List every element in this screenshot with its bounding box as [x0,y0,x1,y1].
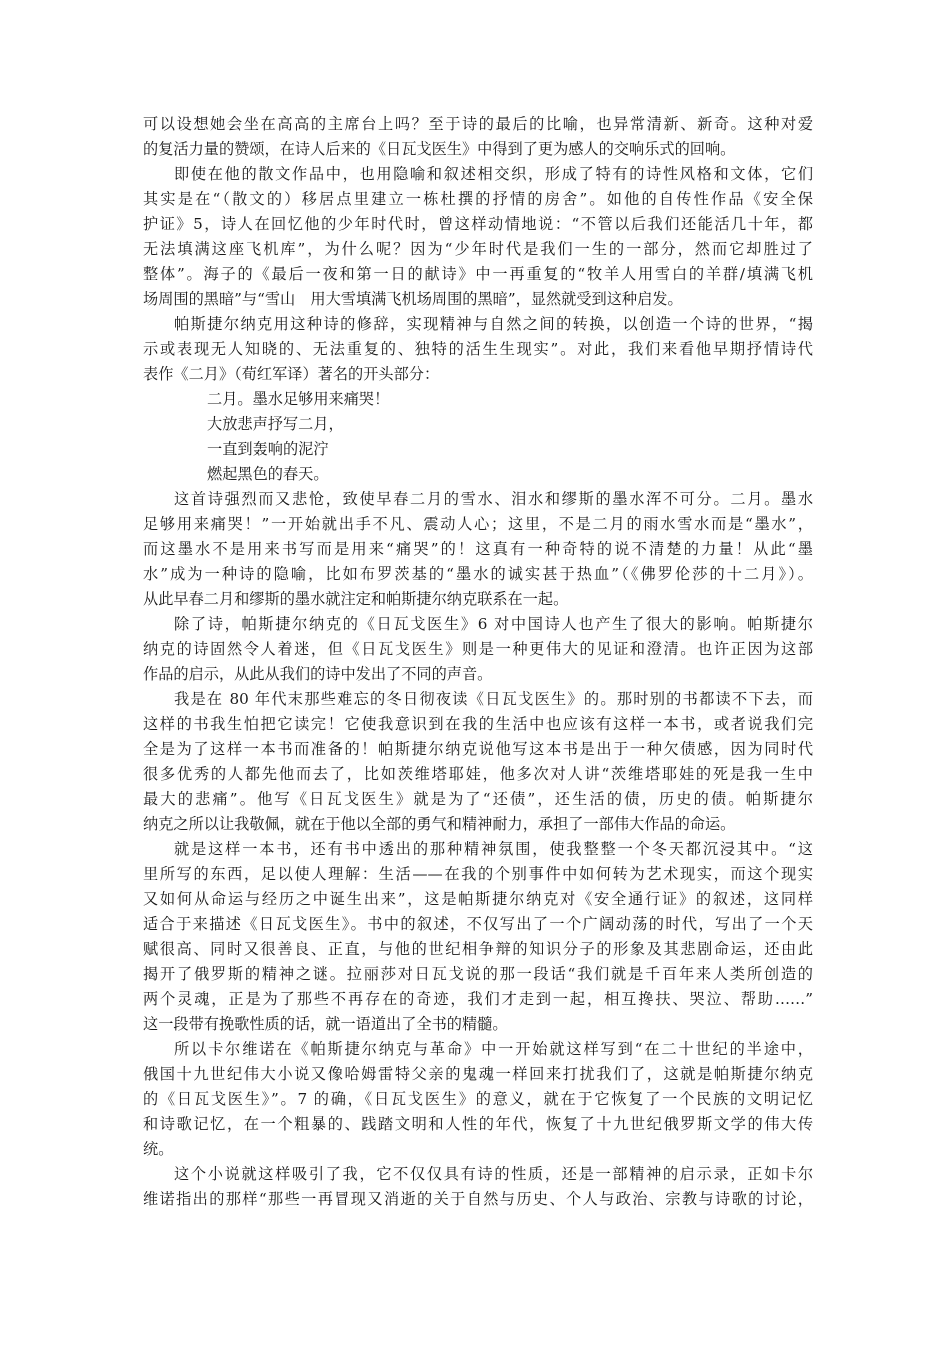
text-line: 护证》5，诗人在回忆他的少年时代时，曾这样动情地说：“不管以后我们还能活几十年，都 [143,215,813,233]
text-line: 这首诗强烈而又悲怆，致使早春二月的雪水、泪水和缪斯的墨水浑不可分。二月。墨水 [174,490,813,508]
text-line: 就是这样一本书，还有书中透出的那种精神氛围，使我整整一个冬天都沉浸其中。“这 [174,840,813,858]
text-line: 示或表现无人知晓的、无法重复的、独特的活生生现实”。对此，我们来看他早期抒情诗代 [143,340,813,358]
text-line: 足够用来痛哭！”一开始就出手不凡、震动人心；这里，不是二月的雨水雪水而是“墨水”， [143,515,813,533]
text-line: 俄国十九世纪伟大小说又像哈姆雷特父亲的鬼魂一样回来打扰我们了，这就是帕斯捷尔纳克 [143,1065,813,1083]
text-line: 这一段带有挽歌性质的话，就一语道出了全书的精髓。 [143,1015,508,1033]
poem-line: 大放悲声抒写二月， [207,415,344,433]
text-line: 适合于来描述《日瓦戈医生》。书中的叙述，不仅写出了一个广阔动荡的时代，写出了一个天 [143,915,813,933]
text-line: 无法填满这座飞机库”，为什么呢？因为“少年时代是我们一生的一部分，然而它却胜过了 [143,240,813,258]
poem-line: 燃起黑色的春天。 [207,465,329,483]
poem-line: 二月。墨水足够用来痛哭！ [207,390,390,408]
text-line: 表作《二月》（荀红军译）著名的开头部分： [143,365,440,383]
text-line: 统。 [143,1140,174,1158]
text-line: 赋很高、同时又很善良、正直，与他的世纪相争辩的知识分子的形象及其悲剧命运，还由此 [143,940,813,958]
text-line: 的《日瓦戈医生》”。7 的确，《日瓦戈医生》的意义，就在于它恢复了一个民族的文明记忆 [143,1090,813,1108]
text-line: 全是为了这样一本书而准备的！帕斯捷尔纳克说他写这本书是出于一种欠债感，因为同时代 [143,740,813,758]
text-line: 和诗歌记忆，在一个粗暴的、践踏文明和人性的年代，恢复了十九世纪俄罗斯文学的伟大传 [143,1115,813,1133]
text-line: 整体”。海子的《最后一夜和第一日的献诗》中一再重复的“牧羊人用雪白的羊群/填满飞机 [143,265,813,283]
text-line: 其实是在“（散文的）移居点里建立一栋杜撰的抒情的房舍”。如他的自传性作品《安全保 [143,190,813,208]
text-line: 所以卡尔维诺在《帕斯捷尔纳克与革命》中一开始就这样写到“在二十世纪的半途中， [174,1040,813,1058]
text-line: 这样的书我生怕把它读完！它使我意识到在我的生活中也应该有这样一本书，或者说我们完 [143,715,813,733]
text-line: 揭开了俄罗斯的精神之谜。拉丽莎对日瓦戈说的那一段话“我们就是千百年来人类所创造的 [143,965,813,983]
text-line: 这个小说就这样吸引了我，它不仅仅具有诗的性质，还是一部精神的启示录，正如卡尔 [174,1165,813,1183]
text-line: 又如何从命运与经历之中诞生出来”，这是帕斯捷尔纳克对《安全通行证》的叙述，这同样 [143,890,813,908]
text-line: 帕斯捷尔纳克用这种诗的修辞，实现精神与自然之间的转换，以创造一个诗的世界，“揭 [174,315,813,333]
text-line: 维诺指出的那样“那些一再冒现又消逝的关于自然与历史、个人与政治、宗教与诗歌的讨论， [143,1190,813,1208]
text-line: 纳克的诗固然令人着迷，但《日瓦戈医生》则是一种更伟大的见证和澄清。也许正因为这部 [143,640,813,658]
text-line: 即使在他的散文作品中，也用隐喻和叙述相交织，形成了特有的诗性风格和文体，它们 [174,165,813,183]
text-line: 最大的悲痛”。他写《日瓦戈医生》就是为了“还债”，还生活的债，历史的债。帕斯捷尔 [143,790,813,808]
text-line: 纳克之所以让我敬佩，就在于他以全部的勇气和精神耐力，承担了一部伟大作品的命运。 [143,815,736,833]
text-line: 从此早春二月和缪斯的墨水就注定和帕斯捷尔纳克联系在一起。 [143,590,569,608]
text-line: 可以设想她会坐在高高的主席台上吗？至于诗的最后的比喻，也异常清新、新奇。这种对爱 [143,115,813,133]
document-page [143,112,813,1212]
poem-line: 一直到轰响的泥泞 [207,440,329,458]
text-line: 两个灵魂，正是为了那些不再存在的奇迹，我们才走到一起，相互搀扶、哭泣、帮助……” [143,990,813,1008]
text-line: 我是在 80 年代末那些难忘的冬日彻夜读《日瓦戈医生》的。那时别的书都读不下去，而 [174,690,813,708]
text-line: 作品的启示，从此从我们的诗中发出了不同的声音。 [143,665,493,683]
text-line: 里所写的东西，足以使人理解：生活——在我的个别事件中如何转为艺术现实，而这个现实 [143,865,813,883]
text-line: 除了诗，帕斯捷尔纳克的《日瓦戈医生》6 对中国诗人也产生了很大的影响。帕斯捷尔 [174,615,813,633]
text-line: 的复活力量的赞颂，在诗人后来的《日瓦戈医生》中得到了更为感人的交响乐式的回响。 [143,140,736,158]
text-line: 水”成为一种诗的隐喻，比如布罗茨基的“墨水的诚实甚于热血”（《佛罗伦莎的十二月》）。 [143,565,813,583]
text-line: 而这墨水不是用来书写而是用来“痛哭”的！这真有一种奇特的说不清楚的力量！从此“墨 [143,540,813,558]
text-line: 场周围的黑暗”与“雪山 用大雪填满飞机场周围的黑暗”，显然就受到这种启发。 [143,290,683,308]
text-line: 很多优秀的人都先他而去了，比如茨维塔耶娃，他多次对人讲“茨维塔耶娃的死是我一生中 [143,765,813,783]
